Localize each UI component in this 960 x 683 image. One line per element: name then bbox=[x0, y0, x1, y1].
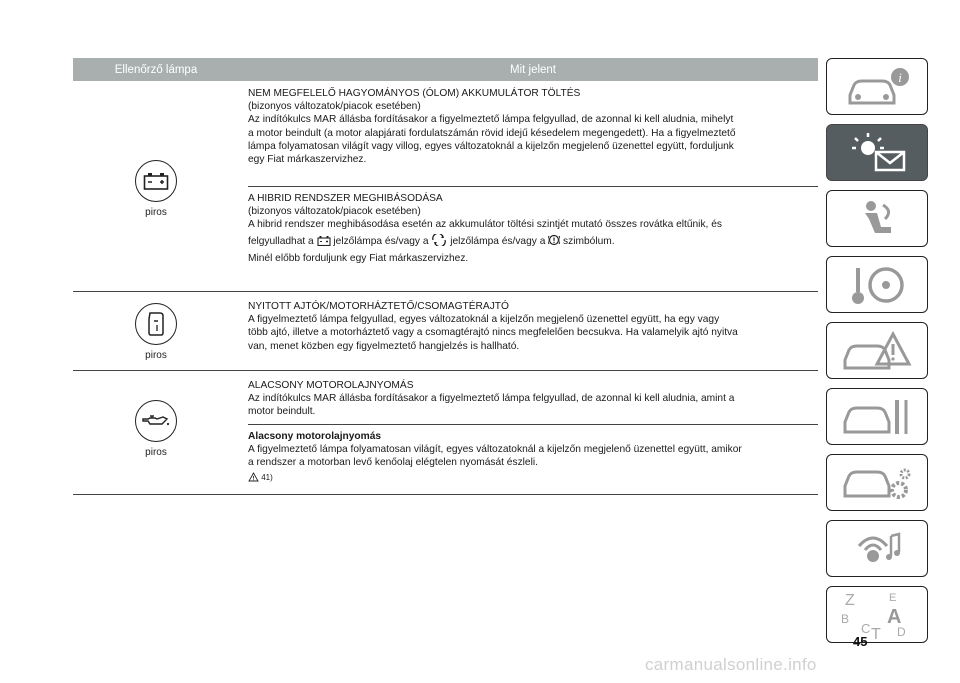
lamp-color-label: piros bbox=[145, 447, 167, 458]
table-row bbox=[73, 371, 818, 495]
index-letter: A bbox=[887, 605, 902, 628]
block-title: A HIBRID RENDSZER MEGHIBÁSODÁSA bbox=[248, 193, 443, 204]
text-line: Az indítókulcs MAR állásba fordításakor a figyelmeztető lámpa felgyullad, de azonnal ki kell aludnia, amint a bbox=[248, 393, 735, 405]
tab-starting-driving[interactable] bbox=[826, 256, 928, 313]
svg-text:i: i bbox=[898, 69, 902, 85]
tab-maintenance[interactable] bbox=[826, 388, 928, 445]
text-block bbox=[248, 81, 818, 186]
text-line: A figyelmeztető lámpa folyamatosan világít, egyes változatoknál a kijelzőn megjelenő üzenettel együtt, amikor bbox=[248, 444, 742, 456]
hybrid-system-icon bbox=[431, 234, 447, 250]
tab-emergency[interactable] bbox=[826, 322, 928, 379]
oil-can-icon bbox=[135, 400, 177, 442]
table-row bbox=[73, 81, 818, 292]
text-line: több ajtó, illetve a motorháztető vagy a csomagtérajtó nincs megfelelően becsukva. Ha valamelyik ajtó nyitva bbox=[248, 327, 738, 339]
warning-symbol-icon bbox=[548, 234, 560, 250]
tab-safety[interactable] bbox=[826, 190, 928, 247]
meaning-cell bbox=[248, 292, 818, 371]
lamp-cell bbox=[73, 292, 239, 371]
text-line bbox=[248, 234, 818, 250]
inline-text: felgyulladhat a bbox=[248, 235, 314, 247]
lamp-color-label: piros bbox=[145, 349, 167, 361]
text-line: motor beindult. bbox=[248, 406, 316, 418]
note-line bbox=[248, 471, 818, 486]
index-letter: Z bbox=[845, 591, 855, 609]
inline-text: jelzőlámpa és/vagy a bbox=[450, 235, 546, 247]
header-col-meaning: Mit jelent bbox=[509, 63, 557, 76]
emergency-icon bbox=[839, 328, 915, 374]
text-block bbox=[248, 292, 818, 353]
text-line: Minél előbb forduljunk egy Fiat márkaszervizhez. bbox=[248, 252, 469, 264]
door-open-icon bbox=[135, 303, 177, 345]
lamp-cell bbox=[73, 371, 239, 495]
battery-icon bbox=[135, 160, 177, 202]
index-letter: C bbox=[861, 620, 871, 636]
multimedia-icon bbox=[847, 526, 907, 572]
inline-text: szimbólum. bbox=[563, 235, 615, 247]
text-line: (bizonyos változatok/piacok esetében) bbox=[248, 101, 421, 113]
tab-car-info[interactable] bbox=[826, 58, 928, 115]
warning-light-icon bbox=[842, 130, 912, 176]
note-ref: 41) bbox=[261, 472, 273, 482]
battery-small-icon bbox=[317, 235, 331, 250]
meaning-cell bbox=[248, 81, 818, 292]
meaning-cell bbox=[248, 371, 818, 495]
block-title: NYITOTT AJTÓK/MOTORHÁZTETŐ/CSOMAGTÉRAJTÓ bbox=[248, 301, 509, 312]
text-line: (bizonyos változatok/piacok esetében) bbox=[248, 206, 421, 218]
lamp-cell bbox=[73, 81, 239, 292]
tab-index[interactable] bbox=[826, 586, 928, 643]
car-service-icon bbox=[839, 394, 915, 440]
text-line: A figyelmeztető lámpa felgyullad, egyes változatoknál a kijelzőn megjelenő üzenettel együtt, ha egy vagy bbox=[248, 314, 720, 326]
text-block bbox=[248, 371, 818, 424]
text-line: egy Fiat márkaszervizhez. bbox=[248, 154, 367, 166]
index-letter: B bbox=[841, 611, 850, 626]
block-title: NEM MEGFELELŐ HAGYOMÁNYOS (ÓLOM) AKKUMULÁTOR TÖLTÉS bbox=[248, 88, 581, 99]
index-letter: E bbox=[889, 591, 897, 604]
warning-triangle-icon bbox=[248, 472, 259, 486]
block-title: Alacsony motorolajnyomás bbox=[248, 431, 382, 442]
header-col-lamp: Ellenőrző lámpa bbox=[114, 63, 198, 76]
index-letter: D bbox=[897, 624, 906, 639]
index-letter: T bbox=[871, 625, 881, 641]
inline-text: jelzőlámpa és/vagy a bbox=[333, 235, 429, 247]
tab-warning-lights[interactable] bbox=[826, 124, 928, 181]
table-header bbox=[73, 58, 818, 81]
warning-lights-table bbox=[73, 58, 818, 495]
text-line: van, menet közben egy figyelmeztető hangjelzés is hallható. bbox=[248, 340, 520, 352]
block-title: ALACSONY MOTOROLAJNYOMÁS bbox=[248, 380, 414, 391]
text-block bbox=[248, 187, 818, 265]
row-divider bbox=[73, 494, 818, 495]
tab-multimedia[interactable] bbox=[826, 520, 928, 577]
index-az-icon bbox=[837, 589, 917, 641]
table-row bbox=[73, 292, 818, 371]
tab-technical-data[interactable] bbox=[826, 454, 928, 511]
text-line: Az indítókulcs MAR állásba fordításakor a figyelmeztető lámpa felgyullad, de azonnal ki kell aludnia, mihelyt bbox=[248, 114, 734, 126]
text-line: A hibrid rendszer meghibásodása esetén az akkumulátor töltési szintjét mutató összes rovátka eltűnik, és bbox=[248, 219, 722, 231]
page-number: 45 bbox=[853, 634, 868, 649]
lamp-color-label: piros bbox=[145, 206, 167, 218]
key-steering-icon bbox=[842, 262, 912, 308]
text-line: a motor beindult (a motor alapjárati fordulatszámán rövid idejű késedelem megengedett). Ha a figyelmeztető bbox=[248, 127, 736, 139]
car-info-icon bbox=[842, 65, 912, 109]
watermark: carmanualsonline.info bbox=[645, 655, 817, 674]
text-line: lámpa folyamatosan világít vagy villog, egyes változatoknál a kijelzőn megjelenő üzenettel együtt, forduljunk bbox=[248, 140, 734, 152]
seat-airbag-icon bbox=[847, 197, 907, 241]
chapter-tabs bbox=[826, 58, 928, 652]
text-line: a rendszer a motorban levő kenőolaj elégtelen nyomását észleli. bbox=[248, 457, 538, 469]
gear-specs-icon bbox=[839, 460, 915, 506]
text-block bbox=[248, 425, 818, 486]
